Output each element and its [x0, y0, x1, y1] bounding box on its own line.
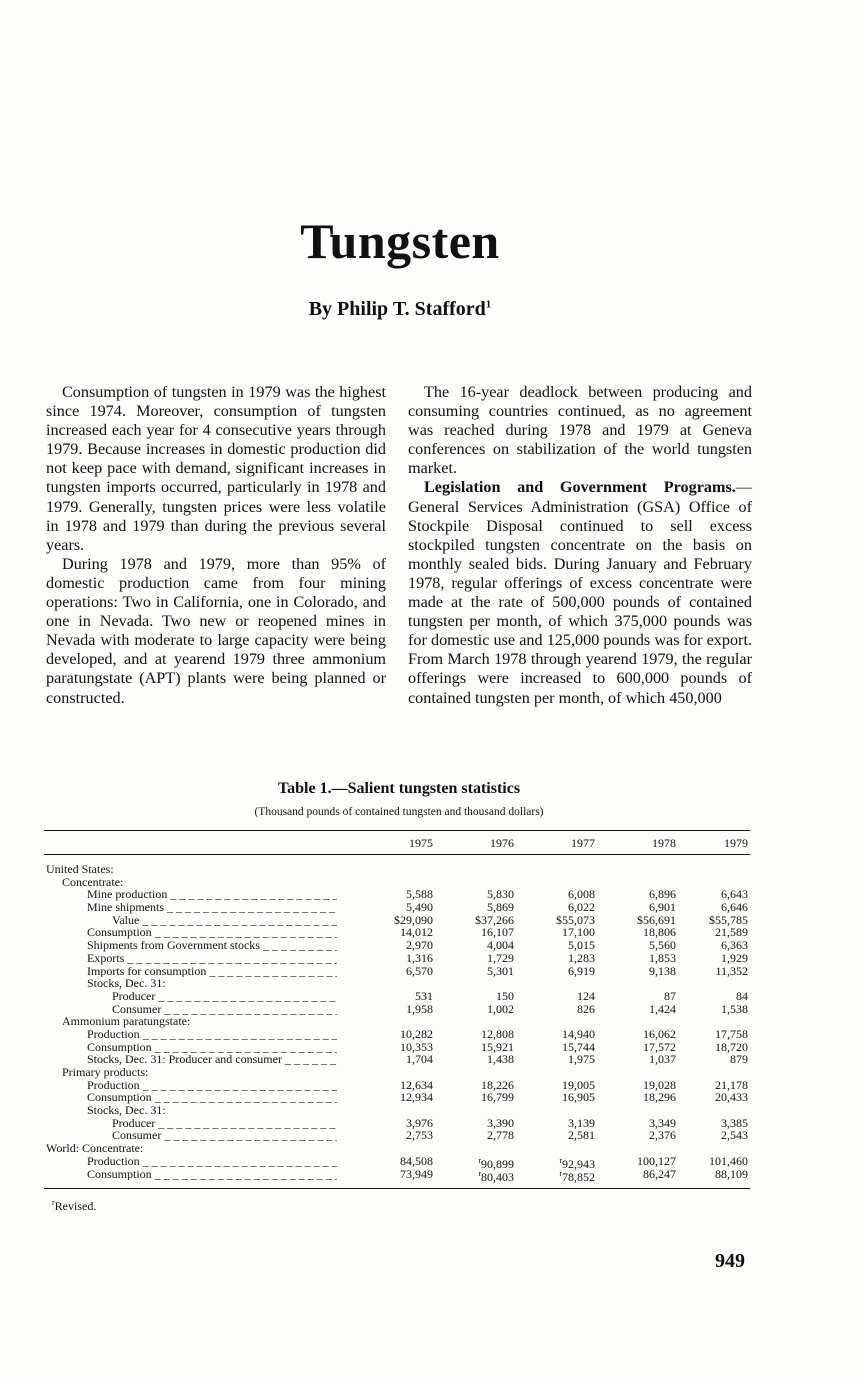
table-row	[44, 939, 750, 952]
row-label-cell	[44, 1079, 337, 1092]
table-cell: 1,438	[487, 1052, 514, 1067]
table-row	[44, 1066, 750, 1079]
row-label: Producer _ _ _	[112, 1117, 337, 1130]
table-cell: 1,424	[649, 1001, 676, 1016]
row-label: United States:	[46, 863, 114, 876]
table-cell: 2,581	[568, 1128, 595, 1143]
table-row	[44, 952, 750, 965]
table-row	[44, 1153, 750, 1171]
table-cell: 2,778	[487, 1128, 514, 1143]
table-cell: 5,588	[406, 887, 433, 902]
row-label-cell	[44, 1129, 337, 1142]
table-cell: 6,570	[406, 963, 433, 978]
byline-footnote-mark: 1	[485, 298, 492, 311]
table-row	[44, 977, 750, 990]
table-cell: 14,940	[562, 1026, 595, 1041]
table-row	[44, 1142, 750, 1155]
author-name: By Philip T. Stafford	[308, 298, 486, 320]
row-label-cell	[44, 1053, 337, 1066]
section-text: —General Services Administration (GSA) Office of Stockpile Disposal continued to sell excess stockpiled tungsten concentrate on the basis on monthly sealed bids. During January and February 1978, regular offerings of excess concentrate were made at the rate of 500,000 pounds of contained tungsten per month, of which 375,000 pounds was for domestic use and 125,000 pounds was for export. From March 1978 through yearend 1979, the regular offerings were increased to 600,000 pounds of contained tungsten per month, of which 450,000	[408, 478, 752, 707]
table-cell: 16,062	[643, 1026, 676, 1041]
table-cell: 16,905	[562, 1090, 595, 1105]
row-label: Shipments from Government stocks _ _ _	[87, 939, 337, 952]
table-cell: 18,226	[481, 1077, 514, 1092]
table-row	[44, 1117, 750, 1130]
table-cell: $29,090	[394, 912, 433, 927]
table-cell: 11,352	[715, 963, 748, 978]
year-header: 1976	[490, 836, 514, 850]
section-heading: Legislation and Government Programs.	[424, 478, 736, 497]
table-cell: 6,643	[721, 887, 748, 902]
row-label-cell	[44, 888, 337, 901]
table-row	[44, 1104, 750, 1117]
table-cell: 15,744	[562, 1039, 595, 1054]
table-cell: 19,028	[643, 1077, 676, 1092]
table-cell: 12,634	[400, 1077, 433, 1092]
row-label-cell	[44, 1028, 337, 1041]
table-cell: 17,572	[643, 1039, 676, 1054]
row-label: Mine shipments _ _ _	[87, 901, 337, 914]
row-label-cell	[44, 977, 337, 990]
table-cell: 14,012	[400, 925, 433, 940]
row-label-cell	[44, 1142, 337, 1155]
row-label: Producer _ _ _	[112, 990, 337, 1003]
row-label-cell	[44, 990, 337, 1003]
table-cell: 1,037	[649, 1052, 676, 1067]
table-cell: $55,073	[556, 912, 595, 927]
year-header: 1978	[652, 836, 676, 850]
row-label-cell	[44, 1015, 337, 1028]
row-label: Stocks, Dec. 31:	[87, 1104, 166, 1117]
row-label-cell	[44, 1168, 337, 1181]
row-label: Concentrate:	[62, 875, 124, 889]
table-cell: 84	[736, 988, 748, 1003]
row-label: Production _ _ _	[87, 1155, 337, 1168]
year-header: 1975	[409, 836, 433, 850]
table-cell: 16,799	[481, 1090, 514, 1105]
row-label-cell	[44, 901, 337, 914]
table-cell: 6,646	[721, 900, 748, 915]
table-cell: 5,015	[568, 938, 595, 953]
table-cell: 1,283	[568, 950, 595, 965]
row-label-cell	[44, 863, 337, 876]
table-cell: 18,806	[643, 925, 676, 940]
table-cell: 21,178	[715, 1077, 748, 1092]
paragraph: Consumption of tungsten in 1979 was the highest since 1974. Moreover, consumption of tungsten increased each year for 4 consecutive years through 1979. Because increases in domestic production did not keep pace with demand, significant increases in tungsten imports occurred, particularly in 1978 and 1979. Generally, tungsten prices were less volatile in 1978 and 1979 than during the previous several years.	[46, 383, 386, 554]
table-cell: $37,266	[475, 912, 514, 927]
table-row	[44, 1053, 750, 1066]
row-label-cell	[44, 965, 337, 978]
table-cell: $56,691	[637, 912, 676, 927]
table-cell: 150	[496, 988, 514, 1003]
table-row	[44, 876, 750, 889]
row-label: Consumption _ _ _	[87, 1168, 337, 1181]
table-subtitle: (Thousand pounds of contained tungsten and thousand dollars)	[254, 806, 544, 818]
table-cell: 87	[664, 988, 676, 1003]
paragraph: During 1978 and 1979, more than 95% of domestic production came from four mining operations: Two in California, one in Colorado, and one in Nevada. Two new or reopened mines in Nevada with moderate to large capacity were being developed, and at yearend 1979 three ammonium paratungstate (APT) plants were being planned or constructed.	[46, 554, 386, 707]
page-title: Tungsten	[300, 213, 500, 269]
table-cell: 1,853	[649, 950, 676, 965]
table-row	[44, 1091, 750, 1104]
footnote-text: Revised.	[54, 1199, 97, 1213]
row-label-cell	[44, 876, 337, 889]
paragraph: The 16-year deadlock between producing and consuming countries continued, as no agreement was reached during 1978 and 1979 at Geneva conferences on stabilization of the world tungsten market.	[408, 383, 752, 478]
table-cell: 1,729	[487, 950, 514, 965]
table-bottom-rule	[44, 1188, 750, 1189]
table-cell: 6,008	[568, 887, 595, 902]
byline	[0, 298, 800, 321]
table-row	[44, 863, 750, 876]
row-label: Stocks, Dec. 31:	[87, 977, 166, 990]
table-row	[44, 1028, 750, 1041]
table-cell: 3,385	[721, 1115, 748, 1130]
table-cell: 2,376	[649, 1128, 676, 1143]
table-header	[44, 836, 750, 852]
table-cell: 5,560	[649, 938, 676, 953]
table-row	[44, 965, 750, 978]
table-cell: 2,970	[406, 938, 433, 953]
table-cell: 5,830	[487, 887, 514, 902]
row-label: Imports for consumption _ _ _	[87, 965, 337, 978]
table-cell: 1,958	[406, 1001, 433, 1016]
table-row	[44, 888, 750, 901]
table-cell: 1,929	[721, 950, 748, 965]
table-cell: 12,934	[400, 1090, 433, 1105]
row-label: Production _ _ _	[87, 1028, 337, 1041]
table-cell: 19,005	[562, 1077, 595, 1092]
table-cell: 2,753	[406, 1128, 433, 1143]
row-label: Ammonium paratungstate:	[62, 1015, 191, 1028]
table-title: Table 1.—Salient tungsten statistics	[277, 780, 521, 797]
table-cell: 3,976	[406, 1115, 433, 1130]
row-label: Consumer _ _ _	[112, 1129, 337, 1142]
row-label: Consumption _ _ _	[87, 926, 337, 939]
table-cell: 100,127	[637, 1153, 676, 1168]
table-cell: 21,589	[715, 925, 748, 940]
table-cell: 73,949	[400, 1166, 433, 1181]
table-cell: 86,247	[643, 1166, 676, 1181]
table-cell: 18,720	[715, 1039, 748, 1054]
row-label: Stocks, Dec. 31: Producer and consumer _ _ _	[87, 1053, 337, 1066]
footnote-mark: r	[52, 1198, 55, 1207]
paragraph	[408, 478, 752, 707]
row-label-cell	[44, 952, 337, 965]
year-header: 1979	[724, 836, 748, 850]
table-cell: 10,282	[400, 1026, 433, 1041]
row-label: Exports _ _ _	[87, 952, 337, 965]
table-cell: $^r$78,852	[559, 1168, 595, 1184]
row-label-cell	[44, 914, 337, 927]
table-cell: 16,107	[481, 925, 514, 940]
table-cell: $^r$80,403	[478, 1168, 514, 1184]
table-cell: 124	[577, 988, 595, 1003]
table-cell: 4,004	[487, 938, 514, 953]
table-top-rule	[44, 830, 750, 831]
table-cell: 6,363	[721, 938, 748, 953]
table-cell: $^r$92,943	[559, 1155, 595, 1171]
table-cell: 3,390	[487, 1115, 514, 1130]
table-cell: 18,296	[643, 1090, 676, 1105]
table-footnote	[52, 1198, 96, 1214]
row-label-cell	[44, 1155, 337, 1168]
row-label: World: Concentrate:	[46, 1142, 144, 1155]
row-label-cell	[44, 1117, 337, 1130]
table-cell: 1,704	[406, 1052, 433, 1067]
left-column	[46, 383, 386, 708]
table-cell: 17,758	[715, 1026, 748, 1041]
table-cell: 6,896	[649, 887, 676, 902]
table-row	[44, 926, 750, 939]
table-cell: 1,975	[568, 1052, 595, 1067]
table-row	[44, 1166, 750, 1184]
table-cell: 17,100	[562, 925, 595, 940]
table-cell: 15,921	[481, 1039, 514, 1054]
table-cell: 3,349	[649, 1115, 676, 1130]
row-label-cell	[44, 1041, 337, 1054]
row-label-cell	[44, 1066, 337, 1079]
table-row	[44, 1003, 750, 1016]
table-cell: 6,901	[649, 900, 676, 915]
table-cell: 5,869	[487, 900, 514, 915]
row-label: Production _ _ _	[87, 1079, 337, 1092]
row-label-cell	[44, 1104, 337, 1117]
row-label-cell	[44, 1091, 337, 1104]
table-cell: $55,785	[709, 912, 748, 927]
table-row	[44, 1041, 750, 1054]
table-cell: 3,139	[568, 1115, 595, 1130]
row-label: Value _ _ _	[112, 914, 337, 927]
page-number: 949	[715, 1250, 745, 1272]
right-column	[408, 383, 752, 708]
table-cell: 6,919	[568, 963, 595, 978]
table-cell: 84,508	[400, 1153, 433, 1168]
table-cell: 1,316	[406, 950, 433, 965]
table-cell: 826	[577, 1001, 595, 1016]
table-cell: 20,433	[715, 1090, 748, 1105]
table-cell: 1,002	[487, 1001, 514, 1016]
table-cell: 5,301	[487, 963, 514, 978]
table-cell: 879	[730, 1052, 748, 1067]
row-label-cell	[44, 926, 337, 939]
row-label: Primary products:	[62, 1066, 149, 1079]
table-body	[44, 863, 750, 1184]
table-cell: 9,138	[649, 963, 676, 978]
table-cell: 10,353	[400, 1039, 433, 1054]
table-cell: 2,543	[721, 1128, 748, 1143]
row-label-cell	[44, 1003, 337, 1016]
table-row	[44, 901, 750, 914]
table-cell: 12,808	[481, 1026, 514, 1041]
table-cell: 1,538	[721, 1001, 748, 1016]
row-label: Consumer _ _ _	[112, 1003, 337, 1016]
year-header: 1977	[571, 836, 595, 850]
table-cell: 88,109	[715, 1166, 748, 1181]
table-header-rule	[44, 854, 750, 855]
table-cell: 101,460	[709, 1153, 748, 1168]
row-label-cell	[44, 939, 337, 952]
row-label: Consumption _ _ _	[87, 1041, 337, 1054]
table-cell: 6,022	[568, 900, 595, 915]
table-row	[44, 990, 750, 1003]
row-label: Consumption _ _ _	[87, 1091, 337, 1104]
row-label: Mine production _ _ _	[87, 888, 337, 901]
table-cell: 531	[415, 988, 433, 1003]
table-cell: 5,490	[406, 900, 433, 915]
table-cell: $^r$90,899	[478, 1155, 514, 1171]
table-row	[44, 1129, 750, 1142]
